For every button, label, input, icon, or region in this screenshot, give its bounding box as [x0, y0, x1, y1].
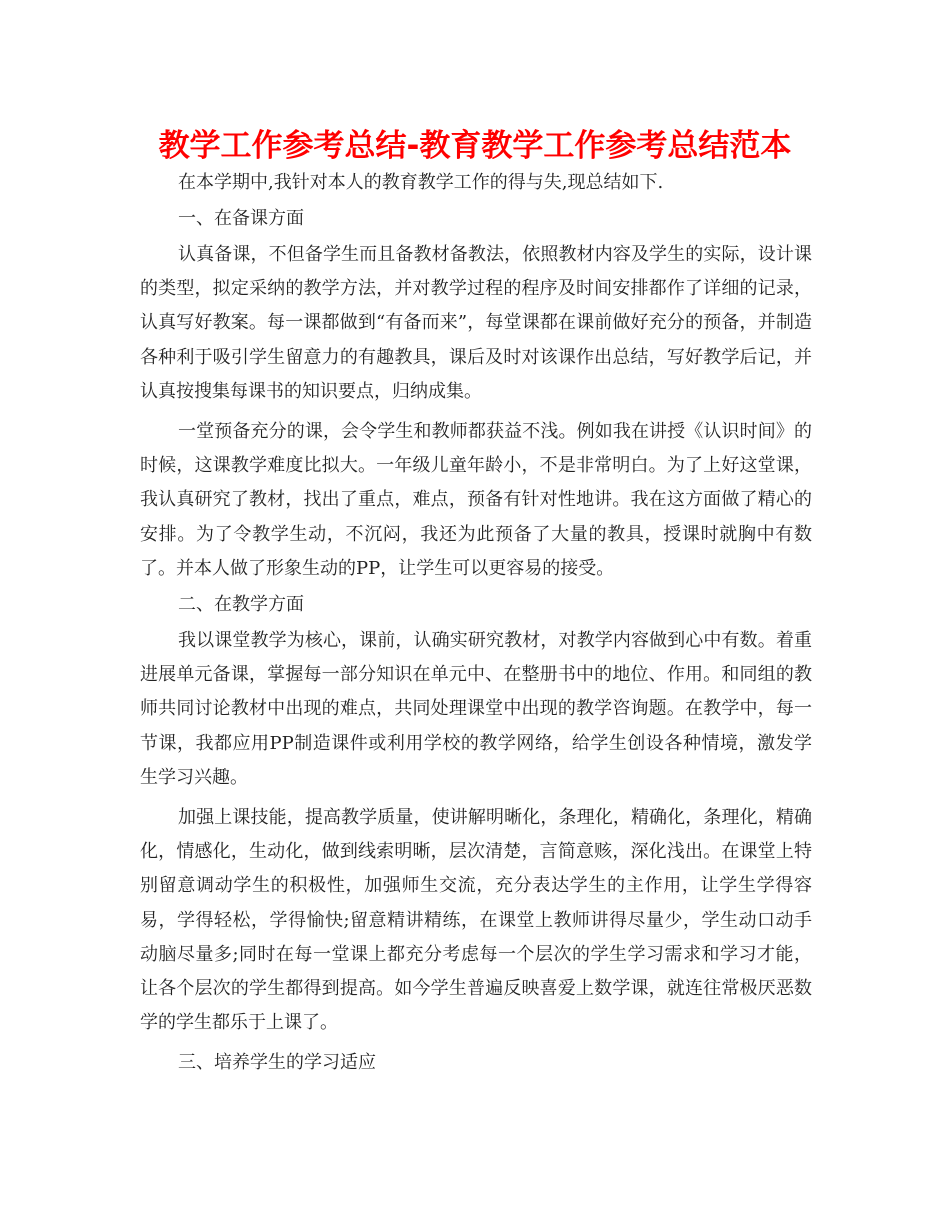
section-1-paragraph-2: 一堂预备充分的课，会令学生和教师都获益不浅。例如我在讲授《认识时间》的时候，这课教学难度比拟大。一年级儿童年龄小，不是非常明白。为了上好这堂课，我认真研究了教材，找出了重点，难点，预备有针对性地讲。我在这方面做了精心的安排。为了令教学生动，不沉闷，我还为此预备了大量的教具，授课时就胸中有数了。并本人做了形象生动的PP，让学生可以更容易的接受。 — [140, 421, 812, 579]
section-1-paragraph-1: 认真备课，不但备学生而且备教材备教法，依照教材内容及学生的实际，设计课的类型，拟定采纳的教学方法，并对教学过程的程序及时间安排都作了详细的记录，认真写好教案。每一课都做到“有备而来”，每堂课都在课前做好充分的预备，并制造各种利于吸引学生留意力的有趣教具，课后及时对该课作出总结，写好教学后记，并认真按搜集每课书的知识要点，归纳成集。 — [140, 244, 812, 402]
section-heading-3: 三、培养学生的学习适应 — [178, 1052, 376, 1074]
document-body — [140, 166, 812, 1080]
section-2-paragraph-1: 我以课堂教学为核心，课前，认确实研究教材，对教学内容做到心中有数。着重进展单元备课，掌握每一部分知识在单元中、在整册书中的地位、作用。和同组的教师共同讨论教材中出现的难点，共同处理课堂中出现的教学咨询题。在教学中，每一节课，我都应用PP制造课件或利用学校的教学网络，给学生创设各种情境，激发学生学习兴趣。 — [140, 630, 812, 788]
section-2-paragraph-2: 加强上课技能，提高教学质量，使讲解明晰化，条理化，精确化，条理化，精确化，情感化，生动化，做到线索明晰，层次清楚，言简意赅，深化浅出。在课堂上特别留意调动学生的积极性，加强师生交流，充分表达学生的主作用，让学生学得容易，学得轻松，学得愉快;留意精讲精练，在课堂上教师讲得尽量少，学生动口动手动脑尽量多;同时在每一堂课上都充分考虑每一个层次的学生学习需求和学习才能，让各个层次的学生都得到提高。如今学生普遍反映喜爱上数学课，就连往常极厌恶数学的学生都乐于上课了。 — [140, 807, 812, 1034]
document-title: 教学工作参考总结-教育教学工作参考总结范本 — [158, 128, 792, 164]
section-heading-2: 二、在教学方面 — [178, 594, 304, 616]
intro-paragraph: 在本学期中,我针对本人的教育教学工作的得与失,现总结如下. — [178, 172, 664, 193]
section-heading-1: 一、在备课方面 — [178, 208, 304, 229]
